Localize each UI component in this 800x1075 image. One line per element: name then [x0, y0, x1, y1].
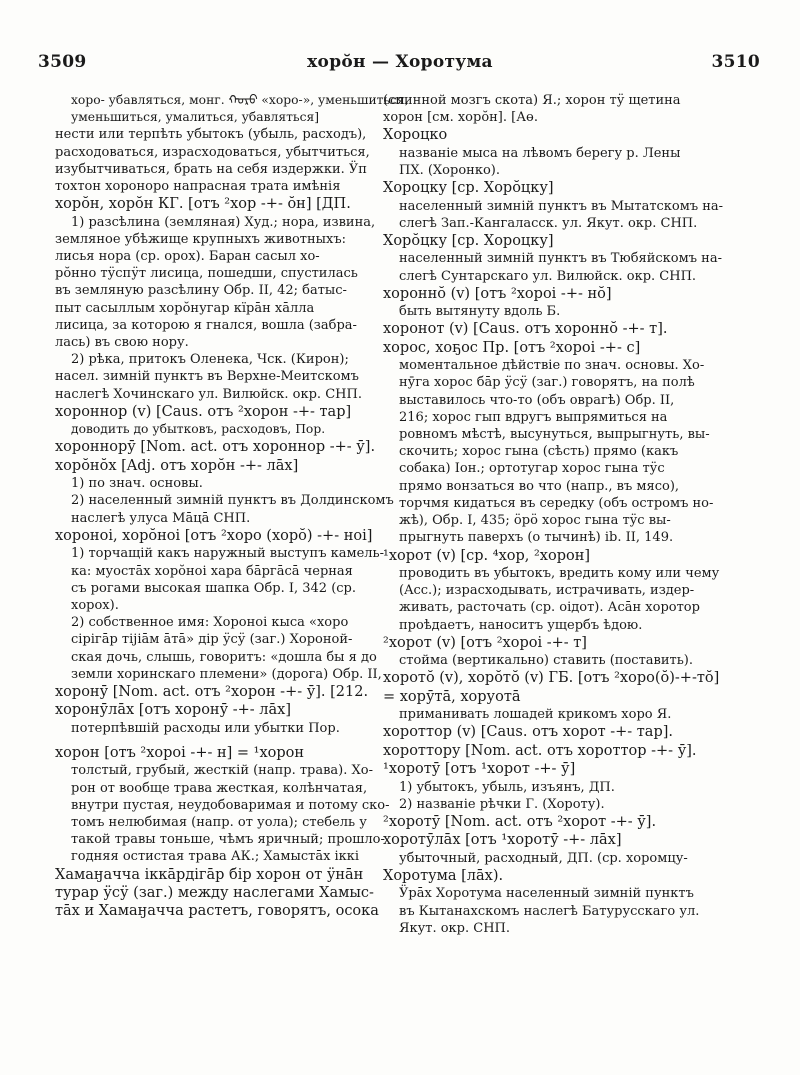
text-line: торчмя кидаться въ середку (объ остромъ но- — [399, 495, 714, 511]
text-line: 1) по знач. основы. — [71, 476, 203, 492]
text-line: хорох). — [71, 597, 119, 613]
text-line: Ӱрāх Хоротума населенный зимній пунктъ — [399, 886, 694, 902]
text-line: слегѣ Сунтарскаго ул. Вилюйск. окр. СНП. — [399, 268, 697, 284]
text-line: быть вытянуту вдоль Б. — [399, 304, 561, 320]
text-line: доводить до убытковъ, расходовъ, Пор. — [71, 422, 326, 437]
text-line: годняя остистая трава АК.; Хамыстāх іккі — [71, 849, 360, 865]
text-line: наслегѣ Хочинскаго ул. Вилюйск. окр. СНП. — [55, 386, 362, 402]
text-line: турар ӱсӱ (заг.) между наслегами Хамыс- — [55, 884, 374, 901]
text-line: проѣдаетъ, наноситъ ущербъ ѣдою. — [399, 617, 643, 633]
text-line: 1) торчащій какъ наружный выступъ камель- — [71, 546, 385, 562]
text-line: хорон [отъ ²хороі -+- н] = ¹хорон — [55, 744, 305, 761]
text-line: проводить въ убытокъ, вредить кому или чему — [399, 565, 720, 581]
right-page-number: 3510 — [711, 52, 760, 72]
text-line: хоронӯ [Nom. act. отъ ²хорон -+- ӯ]. [212. — [55, 683, 369, 700]
text-line: уменьшиться, умалиться, убавляться] — [71, 110, 320, 125]
text-line: хорос, хоҕос Пр. [отъ ²хороі -+- с] — [383, 339, 641, 356]
text-line: съ рогами высокая шапка Обр. I, 342 (ср. — [71, 580, 357, 596]
text-line: Хороцку [ср. Хорŏцку] — [383, 180, 554, 197]
text-line: наслегѣ улуса Мāцā СНП. — [71, 510, 251, 526]
text-line: Хоротума [лāх). — [383, 867, 504, 884]
text-line: 1) разсѣлина (земляная) Худ.; нора, извина, — [71, 214, 376, 230]
text-line: въ Кытанахскомъ наслегѣ Батурусскаго ул. — [399, 903, 700, 919]
text-line: ская дочь, слышь, говоритъ: «дошла бы я до — [71, 649, 377, 665]
text-line: ка: муостāх хорŏноі хара бāргāсā черная — [71, 563, 353, 579]
text-line: 2) населенный зимній пунктъ въ Долдинскомъ — [71, 493, 394, 509]
page-title: хорŏн — Хоротума — [307, 52, 493, 72]
text-line: нӯга хорос бāр ӱсӱ (заг.) говорятъ, на полѣ — [399, 375, 695, 391]
text-line: хорŏнŏх [Adj. отъ хорŏн -+- лāх] — [55, 457, 299, 474]
text-line: изубытчиваться, брать на себя издержки. Ӱп — [55, 161, 367, 177]
text-line: ²хоротӯ [Nom. act. отъ ²хорот -+- ӯ]. — [383, 813, 657, 830]
text-line: Хамаӈачча іккāрдігāр бір хорон от ӱнāн — [55, 866, 364, 883]
text-line: населенный зимній пунктъ въ Мытатскомъ на- — [399, 198, 724, 214]
text-line: въ земляную разсѣлину Обр. II, 42; батыс- — [55, 283, 347, 299]
text-line: ровномъ мѣстѣ, высунуться, выпрыгнуть, вы- — [399, 427, 710, 443]
left-column — [55, 92, 409, 921]
text-line: слегѣ Зап.-Кангаласск. ул. Якут. окр. СНП. — [399, 215, 698, 231]
left-page-number: 3509 — [38, 52, 87, 72]
text-line: ¹хорот (v) [ср. ⁴хор, ²хорон] — [383, 547, 591, 564]
text-line: 2) названіе рѣчки Г. (Хороту). — [399, 796, 605, 812]
text-line: хороттор (v) [Caus. отъ хорот -+- тар]. — [383, 724, 673, 741]
text-line: моментальное дѣйствіе по знач. основы. Хо- — [399, 358, 705, 374]
text-line: хоротӯлāх [отъ ¹хоротӯ -+- лāх] — [383, 832, 622, 849]
text-line: хороттору [Nom. act. отъ хороттор -+- ӯ]. — [383, 742, 697, 759]
text-line: лисья нора (ср. орох). Баран сасыл хо- — [55, 249, 320, 265]
text-line: хорŏн, хорŏн КГ. [отъ ²хор -+- ŏн] [ДП. — [55, 196, 351, 213]
text-line: (спинной мозгъ скота) Я.; хорон тӱ щетина — [383, 93, 681, 108]
text-line: тāх и Хамаӈачча растетъ, говорятъ, осока — [55, 903, 379, 920]
text-line: Хороцко — [383, 127, 448, 144]
text-line: 2) рѣка, притокъ Оленека, Чск. (Кирон); — [71, 352, 349, 368]
text-line: земли хоринскаго племени» (дорога) Обр. II, — [71, 666, 382, 682]
text-line: убыточный, расходный, ДП. (ср. хоромцу- — [399, 850, 688, 866]
text-line: живать, расточать (ср. оідот). Асāн хоротор — [399, 600, 700, 616]
text-line: ¹хоротӯ [отъ ¹хорот -+- ӯ] — [383, 761, 576, 778]
text-line: толстый, грубый, жесткій (напр. трава). Хо- — [71, 763, 373, 779]
text-line: рŏнно тӱспӱт лисица, пошедши, спустилась — [55, 266, 358, 282]
text-line: рон от вообще трава жесткая, колѣнчатая, — [71, 780, 368, 796]
text-line: сірігāр тіјіāм āтā» дір ӱсӱ (заг.) Хороной- — [71, 632, 353, 648]
text-line: (Acc.); израсходывать, истрачивать, издер- — [399, 583, 695, 599]
text-line: лась) въ свою нору. — [55, 335, 189, 351]
text-line: выставилось что-то (объ оврагѣ) Обр. II, — [399, 392, 675, 408]
text-line: такой травы тоньше, чѣмъ яричный; прошло- — [71, 832, 385, 848]
text-line: пыт сасыллым хорŏнугар кїрāн хāлла — [55, 300, 315, 316]
text-line — [55, 737, 373, 744]
right-column — [383, 92, 745, 937]
text-line: 2) собственное имя: Хороноі кыса «хоро — [71, 615, 349, 631]
text-line: собака) Іон.; ортотугар хорос гына тӱс — [399, 461, 665, 477]
text-line: хороннорӯ [Nom. act. отъ хороннор -+- ӯ]. — [55, 439, 376, 456]
text-line: 1) убытокъ, убыль, изъянъ, ДП. — [399, 779, 615, 795]
text-line: Хорŏцку [ср. Хороцку] — [383, 233, 554, 250]
text-line: = хорӯтā, хоруотā — [383, 688, 521, 705]
text-line: хорон [см. хорŏн]. [Аө. — [383, 110, 539, 126]
text-line: стойма (вертикально) ставить (поставить). — [399, 653, 693, 669]
text-line: нести или терпѣть убытокъ (убыль, расходъ), — [55, 127, 367, 143]
text-line: потерпѣвшій расходы или убытки Пор. — [71, 720, 340, 736]
text-line: ²хорот (v) [отъ ²хороі -+- т] — [383, 634, 587, 651]
text-line: приманивать лошадей крикомъ хоро Я. — [399, 707, 672, 723]
text-line: прямо вонзаться во что (напр., въ мясо), — [399, 478, 680, 494]
text-line: внутри пустая, неудобоваримая и потому ско- — [71, 797, 390, 813]
text-line: хоро- убавляться, монг. ᠬᠣᠷᠣ «хоро-», уменьшиться, — [71, 93, 409, 107]
text-line: хоронот (v) [Caus. отъ хороннŏ -+- т]. — [383, 321, 668, 338]
text-line: прыгнуть паверхъ (о тычинѣ) ib. II, 149. — [399, 530, 674, 546]
text-line: тохтон хороноро напрасная трата имѣнія — [55, 179, 341, 195]
text-line: лисица, за которою я гнался, вошла (забра- — [55, 317, 357, 333]
text-line: ПХ. (Хоронко). — [399, 163, 500, 179]
text-line: жѣ), Обр. I, 435; ӧрӧ хорос гына тӱс вы- — [399, 513, 671, 529]
text-line: насел. зимній пунктъ въ Верхне-Меитскомъ — [55, 369, 359, 385]
text-line: Якут. окр. СНП. — [399, 920, 511, 936]
text-line: томъ нелюбимая (напр. от уола); стебель у — [71, 814, 367, 830]
text-line: населенный зимній пунктъ въ Тюбяйскомъ на- — [399, 251, 722, 267]
text-line: хоронӯлāх [отъ хоронӯ -+- лāх] — [55, 702, 291, 719]
text-line: хороннор (v) [Caus. отъ ²хорон -+- тар] — [55, 403, 352, 420]
text-line: хороннŏ (v) [отъ ²хороі -+- нŏ] — [383, 285, 612, 302]
text-line: земляное убѣжище крупныхъ животныхъ: — [55, 231, 346, 247]
text-line: 216; хорос гып вдругъ выпрямиться на — [399, 409, 668, 425]
text-line: расходоваться, израсходоваться, убытчиться, — [55, 144, 370, 160]
text-line: хоротŏ (v), хорŏтŏ (v) ГБ. [отъ ²хоро(ŏ)-+-тŏ] — [383, 670, 720, 687]
text-line: хороноі, хорŏноі [отъ ²хоро (хорŏ) -+- ноі] — [55, 527, 373, 544]
text-line: скочить; хорос гына (сѣсть) прямо (какъ — [399, 444, 679, 460]
text-line: названіе мыса на лѣвомъ берегу р. Лены — [399, 145, 681, 161]
